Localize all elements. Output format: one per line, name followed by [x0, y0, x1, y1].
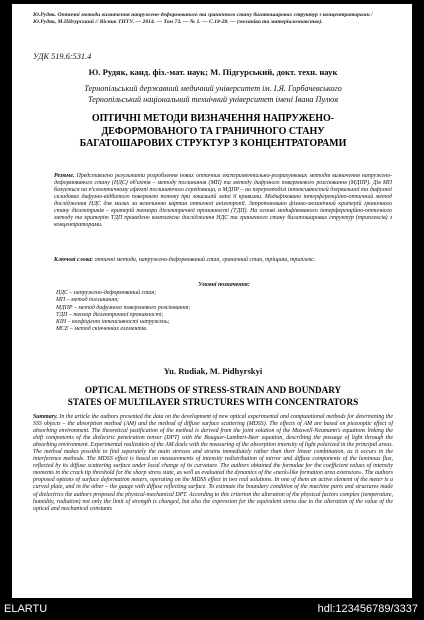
- summary-label: Summary.: [33, 414, 58, 420]
- title-line: OPTICAL METHODS OF STRESS-STRAIN AND BOUNDARY: [84, 385, 342, 395]
- title-line: STATES OF MULTILAYER STRUCTURES WITH CONCENTRATORS: [67, 397, 359, 407]
- authors-english: Yu. Rudiak, M. Pidhyrskyi: [163, 366, 263, 376]
- notation-title: Умовні позначення:: [198, 282, 250, 288]
- notation-item: НДС – напружено-деформований стан;: [56, 290, 157, 297]
- keywords-ukrainian: [54, 257, 392, 264]
- notation-list: [56, 282, 392, 333]
- title-line: ДЕФОРМОВАНОГО ТА ГРАНИЧНОГО СТАНУ: [101, 125, 325, 137]
- notation-item: МДПР – метод дифузного поверхневого розсіювання;: [56, 304, 191, 311]
- document-page: [12, 4, 412, 598]
- affiliation-ukrainian: [33, 84, 393, 105]
- abstract-ukrainian: [54, 173, 392, 229]
- notation-item: МП – метод поглинання;: [56, 297, 119, 304]
- notation-item: МСЕ – метод скінченних елементів.: [56, 326, 148, 333]
- notation-item: КІН – коефіцієнт інтенсивності напружень;: [56, 319, 170, 326]
- abstract-text: Представлено результати розроблення нових оптичних експериментально-розрахункових методів визначення напружено-деформованого стану (НДС) об'єктів – методу поглинання (МП) та методу дифузного поверхневого розсіювання (МДПР). Дія МП базується на п'єзооптичному ефекті поглинаючого середовища, а МДПР – на перерозподілі інтенсивностей дзеркальної та дифузної складових дифузно-відбитого поверхнею потоку при локальній зміні її кривизни. Модифіковано інтерференційно-оптичний метод дослідження НДС для малих за величиною картин оптичної анізотропії. Запропоновано фізико-механічний критерій граничного стану діелектриків – критерій тензора діелектричної проникності (ТДП). На основі модифікованого інтерференційно-оптичного методу та критерію ТДП проведено комплексне дослідження НДС та граничного стану багатошарових структур (триплексів) з концентраторами.: [54, 173, 392, 229]
- handle-link[interactable]: hdl:123456789/3337: [317, 603, 418, 615]
- title-english: [33, 384, 393, 408]
- affiliation-line: Тернопільський державний медичний університет ім. І.Я. Горбачевського: [84, 84, 342, 93]
- udk-code: УДК 519.6:531.4: [33, 52, 92, 61]
- affiliation-line: Тернопільський національний технічний університет імені Івана Пулюя: [87, 94, 339, 104]
- abstract-english: [33, 414, 393, 513]
- title-ukrainian: [33, 113, 393, 151]
- notation-item: ТДП – тензор діелектричної проникності;: [56, 311, 164, 318]
- repository-name: ELARTU: [4, 603, 48, 615]
- citation-header: Ю.Рудяк. Оптичні методи визначення напружено-деформованого та граничного стану багатошарових структур з концентраторами / Ю.Рудяк, М.Підгурський // Вісник ТНТУ. — 2014. — Том 73. — № 1. — С.18-28. — (механіка та матеріалознавство).: [33, 12, 373, 25]
- keywords-text: оптичні методи, напружено-деформований стан, граничний стан, тріщина, триплекс.: [94, 257, 316, 263]
- summary-text: In the article the authors presented the data on the development of new optical experimental and computational methods for determining the SSS objects – the absorption method (AM) and the method of diffuse surface scattering (MDSS). The effects of AM are based on piezooptic effect of absorbing environment. The theoretical justification of the method is derived from the joint solution of the Maxwell-Neumann's equations linking the shift components of the dielectric penetration tensor (DPT) with the Bouguer-Lambert-Beer equation, describing the passage of light through the absorbing environment. Experimental realization of the AM deals with the measuring of the absorption intensity of light polarized in the principal areas. The method makes possible to find separately the main stresses and strains immediately rather than their linear combination, as it occurs in the interference methods. The MDSS effect is based on measurements of intensity redistribution of mirror and diffuse components of the luminous flux, reflected by its diffuse scattering surface under local change of its curvature. The authors obtained the formulae for the coefficient values of intensity moments in the crack tip threshold for the sharp stress state, as well as evaluated the dynamics of the «neck»like formation area extension». The authors proposed options of surface deformation meters, operating on the MDSS effect in two real solutions. In one of them an active element of the meter is a curved plate, and in the other – the gauge with diffuse reflecting surface. To estimate the boundary condition of the machine parts and structures made of dielectrics the authors proposed the physical-mechanical DPT. According to this criterion the alteration of the physical factors complex (temperature, humidity, radiation) not only the limit of strength is changed, but also the expression for the equivalent stress due to the alteration of the value of the optical and mechanical constants: [33, 414, 394, 512]
- title-line: БАГАТОШАРОВИХ СТРУКТУР З КОНЦЕНТРАТОРАМИ: [79, 138, 347, 149]
- viewer-footer-bar: [0, 598, 424, 620]
- title-line: ОПТИЧНІ МЕТОДИ ВИЗНАЧЕННЯ НАПРУЖЕНО-: [91, 113, 335, 124]
- abstract-label: Резюме.: [54, 173, 75, 179]
- keywords-label: Ключові слова:: [54, 257, 94, 263]
- authors-ukrainian: Ю. Рудяк, канд. фіз.-мат. наук; М. Підгурський, докт. техн. наук: [88, 67, 338, 77]
